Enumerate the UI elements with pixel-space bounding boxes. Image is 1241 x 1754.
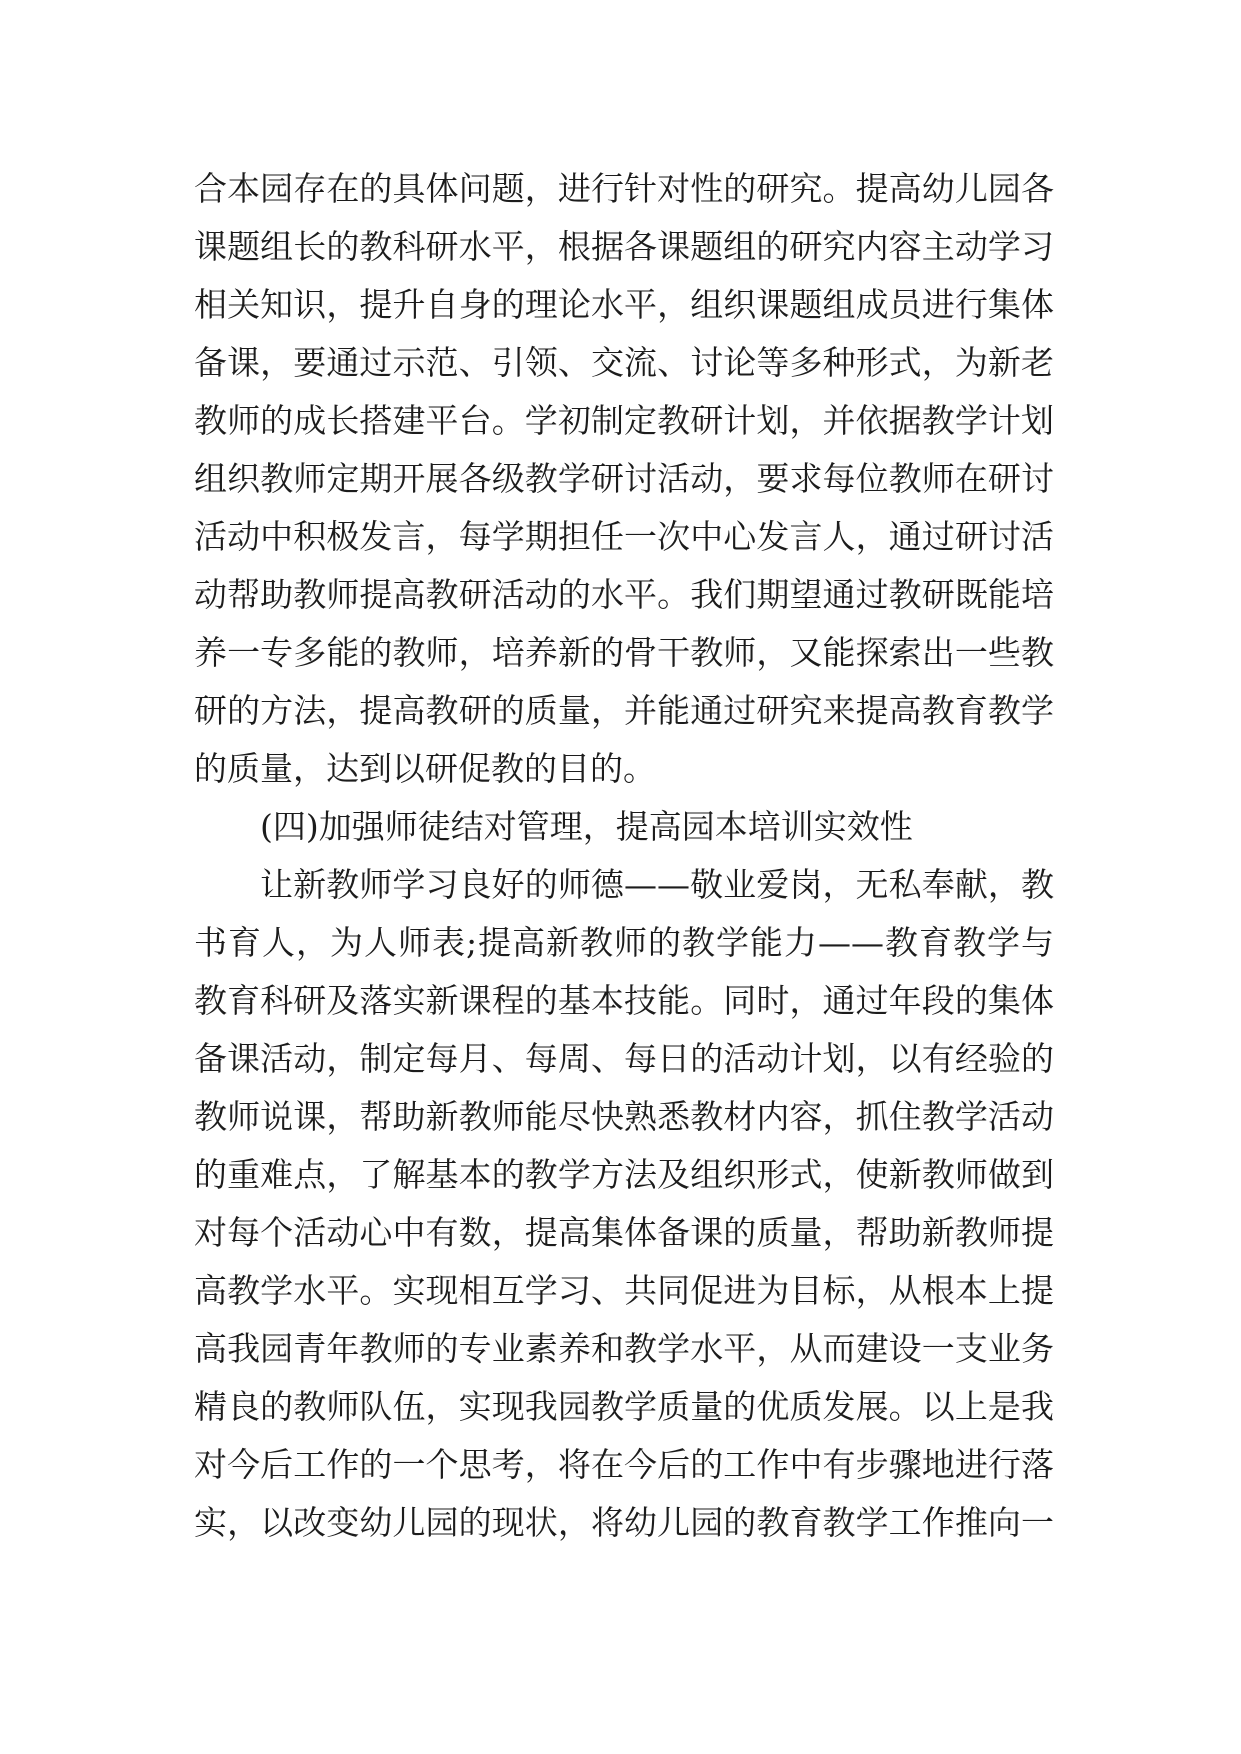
- text-line: 高我园青年教师的专业素养和教学水平，从而建设一支业务: [194, 1329, 1054, 1368]
- text-line: 动帮助教师提高教研活动的水平。我们期望通过教研既能培: [194, 575, 1054, 614]
- heading-line: (四)加强师徒结对管理，提高园本培训实效性: [260, 807, 913, 846]
- text-line: 相关知识，提升自身的理论水平，组织课题组成员进行集体: [194, 285, 1054, 324]
- document-page: [194, 160, 1054, 1552]
- text-line: 养一专多能的教师，培养新的骨干教师，又能探索出一些教: [194, 633, 1054, 672]
- text-line: 备课，要通过示范、引领、交流、讨论等多种形式，为新老: [194, 343, 1054, 382]
- text-line: 对今后工作的一个思考，将在今后的工作中有步骤地进行落: [194, 1445, 1054, 1484]
- paragraph-2: [194, 856, 1054, 1552]
- text-line: 组织教师定期开展各级教学研讨活动，要求每位教师在研讨: [194, 459, 1054, 498]
- section-heading: [194, 798, 1054, 856]
- text-line: 的质量，达到以研促教的目的。: [194, 749, 656, 788]
- text-line: 教育科研及落实新课程的基本技能。同时，通过年段的集体: [194, 981, 1054, 1020]
- text-line: 教师说课，帮助新教师能尽快熟悉教材内容，抓住教学活动: [194, 1097, 1054, 1136]
- text-line: 让新教师学习良好的师德——敬业爱岗，无私奉献，教: [260, 865, 1054, 904]
- text-line: 教师的成长搭建平台。学初制定教研计划，并依据教学计划: [194, 401, 1054, 440]
- text-line: 研的方法，提高教研的质量，并能通过研究来提高教育教学: [194, 691, 1054, 730]
- text-line: 实，以改变幼儿园的现状，将幼儿园的教育教学工作推向一: [194, 1503, 1054, 1542]
- text-line: 精良的教师队伍，实现我园教学质量的优质发展。以上是我: [194, 1387, 1054, 1426]
- text-line: 的重难点，了解基本的教学方法及组织形式，使新教师做到: [194, 1155, 1054, 1194]
- paragraph-1: [194, 160, 1054, 798]
- text-line: 高教学水平。实现相互学习、共同促进为目标，从根本上提: [194, 1271, 1054, 1310]
- text-line: 课题组长的教科研水平，根据各课题组的研究内容主动学习: [194, 227, 1054, 266]
- text-line: 书育人，为人师表;提高新教师的教学能力——教育教学与: [194, 923, 1054, 962]
- text-line: 合本园存在的具体问题，进行针对性的研究。提高幼儿园各: [194, 169, 1054, 208]
- text-line: 活动中积极发言，每学期担任一次中心发言人，通过研讨活: [194, 517, 1054, 556]
- text-line: 对每个活动心中有数，提高集体备课的质量，帮助新教师提: [194, 1213, 1054, 1252]
- text-line: 备课活动，制定每月、每周、每日的活动计划，以有经验的: [194, 1039, 1054, 1078]
